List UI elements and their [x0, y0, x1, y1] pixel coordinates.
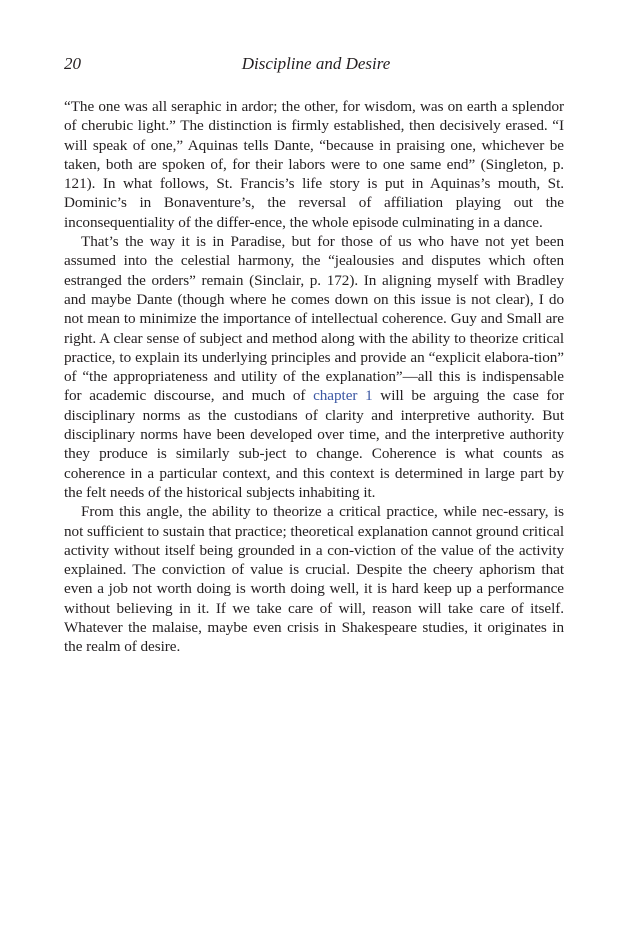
- body-text: [64, 97, 564, 657]
- book-page: [64, 52, 564, 657]
- paragraph-3: From this angle, the ability to theorize a critical practice, while nec-essary, is not sufficient to sustain that practice; theoretical explanation cannot ground critical activity without itself being grounded in a con-viction of the value of the activity explained. The conviction of value is crucial. Despite the cheery aphorism that even a job not worth doing is worth doing well, it is hard keep up a performance without believing in it. If we take care of will, reason will take care of itself. Whatever the malaise, maybe even crisis in Shakespeare studies, it originates in the realm of desire.: [64, 503, 564, 656]
- paragraph-2-text-before-link: That’s the way it is in Paradise, but for those of us who have not yet been assumed into the celestial harmony, the “jealousies and disputes which often estranged the orders” remain (Sinclair, p. 172). In aligning myself with Bradley and maybe Dante (though where he comes down on this issue is not clear), I do not mean to minimize the importance of intellectual coherence. Guy and Small are right. A clear sense of subject and method along with the ability to theorize critical practice, to explain its underlying principles and provide an “explicit elabora-tion” of “the appropriateness and utility of the explanation”—all this is indispensable for academic discourse, and much of: [64, 233, 564, 405]
- running-head: [64, 52, 564, 76]
- paragraph-2-text-after-link: will be arguing the case for disciplinary norms as the custodians of clarity and interpretive authority. But disciplinary norms have been developed over time, and the interpretive authority they produce is similarly sub-ject to change. Coherence is what counts as coherence in a particular context, and this context is determined in large part by the felt needs of the historical subjects inhabiting it.: [64, 387, 564, 501]
- paragraph-1: “The one was all seraphic in ardor; the other, for wisdom, was on earth a splendor of cherubic light.” The distinction is firmly established, then decisively erased. “I will speak of one,” Aquinas tells Dante, “because in praising one, whichever be taken, both are spoken of, for their labors were to one same end” (Singleton, p. 121). In what follows, St. Francis’s life story is put in Aquinas’s mouth, St. Dominic’s in Bonaventure’s, the reversal of affiliation playing out the inconsequentiality of the differ-ence, the whole episode culminating in a dance.: [64, 98, 564, 231]
- paragraph-2: [64, 232, 564, 502]
- running-title: Discipline and Desire: [241, 54, 391, 73]
- chapter-1-link[interactable]: chapter 1: [313, 387, 373, 405]
- page-number: 20: [64, 54, 81, 73]
